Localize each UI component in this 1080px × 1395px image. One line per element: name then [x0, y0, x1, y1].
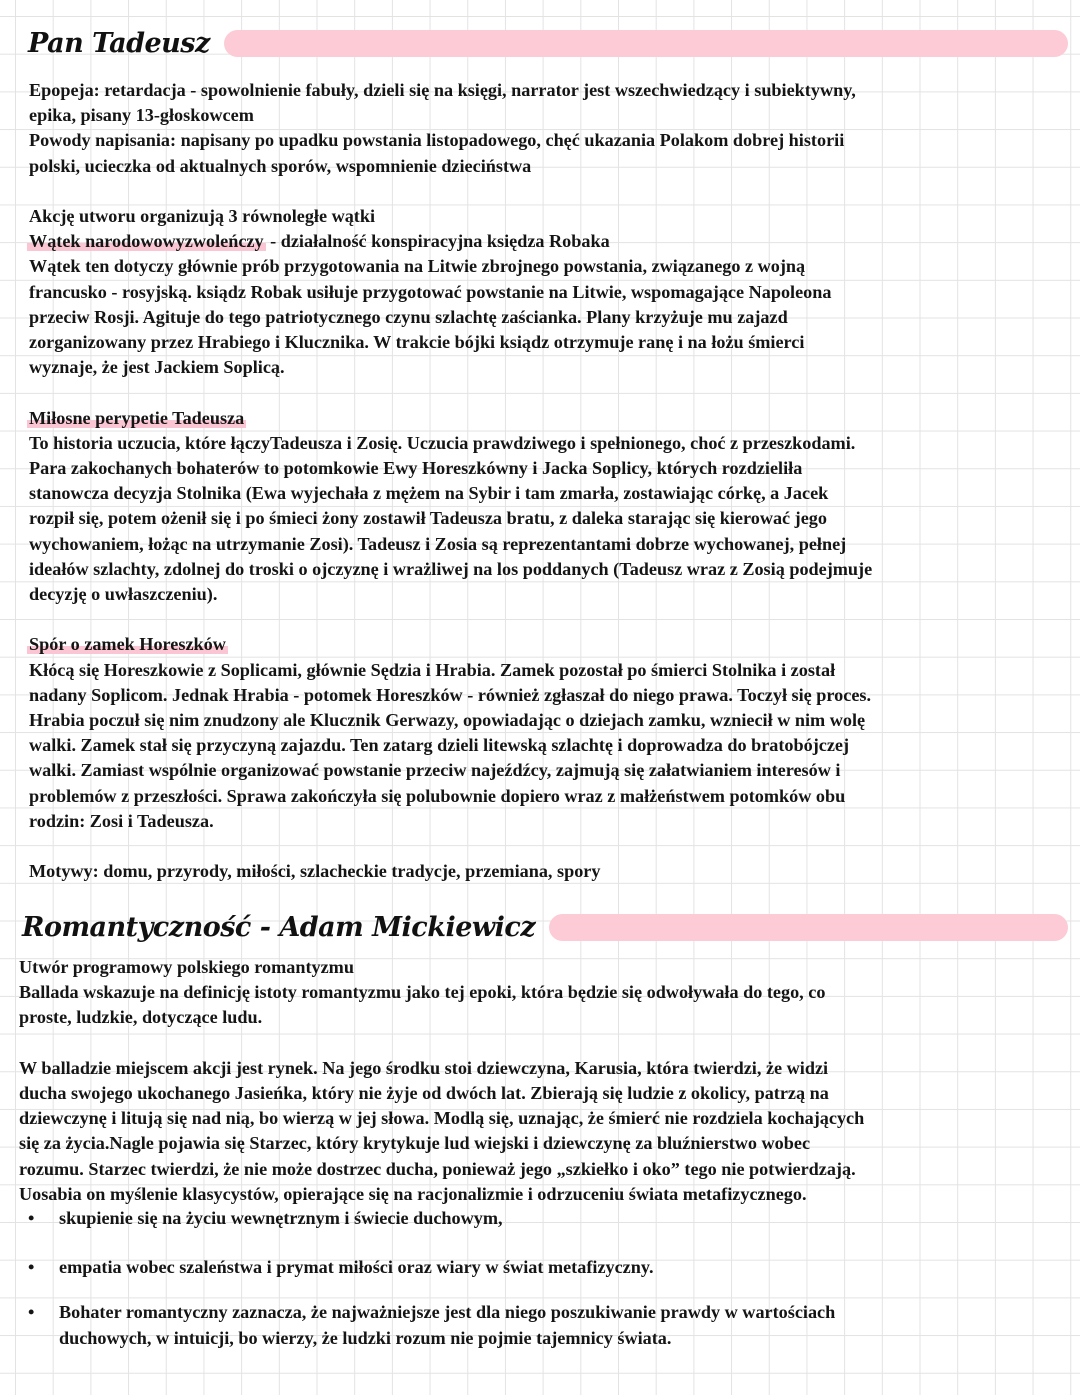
bullet-item	[19, 1300, 1060, 1350]
text-line	[29, 78, 1060, 103]
text-line	[19, 1056, 1060, 1081]
text-line	[29, 406, 1060, 431]
text-line	[29, 733, 1060, 758]
text: wychowaniem, łożąc na utrzymanie Zosi). Tadeusz i Zosia są reprezentantami dobrze wychowanej, pełnej	[29, 533, 847, 554]
text-line	[29, 103, 1060, 128]
heading-highlight-bar	[549, 914, 1068, 941]
text-line	[29, 456, 1060, 481]
text-line	[19, 1106, 1060, 1131]
bullet-text: duchowych, w intuicji, bo wierzy, że ludzki rozum nie pojmie tajemnicy świata.	[59, 1327, 672, 1348]
highlighted-subheading: Wątek narodowowyzwoleńczy	[29, 231, 264, 252]
text: przeciw Rosji. Agituje do tego patriotycznego czynu szlachtę zaścianka. Plany krzyżuje mu zajazd	[29, 306, 788, 327]
section-heading-pan-tadeusz	[28, 28, 1068, 59]
text-line	[29, 229, 1060, 254]
text-line	[29, 708, 1060, 733]
highlighted-subheading: Miłosne perypetie Tadeusza	[29, 407, 245, 428]
text-line	[29, 481, 1060, 506]
text: epika, pisany 13-głoskowcem	[29, 105, 254, 126]
text: Para zakochanych bohaterów to potomkowie Ewy Horeszkówny i Jacka Soplicy, których rozdzieliła	[29, 458, 803, 479]
text-line	[29, 582, 1060, 607]
section-title: Romantyczność - Adam Mickiewicz	[22, 912, 536, 943]
text: W balladzie miejscem akcji jest rynek. Na jego środku stoi dziewczyna, Karusia, która twierdzi, że widzi	[19, 1057, 829, 1078]
text-line	[29, 632, 1060, 657]
text: Epopeja: retardacja - spowolnienie fabuły, dzieli się na księgi, narrator jest wszechwiedzący i subiektywny,	[29, 80, 856, 100]
text: Ballada wskazuje na definicję istoty romantyzmu jako tej epoki, która będzie się odwoływała do tego, co	[19, 982, 826, 1003]
text: Akcję utworu organizują 3 równoległe wątki	[29, 206, 376, 226]
text-line	[29, 280, 1060, 305]
text-line	[29, 834, 1060, 859]
text: decyzję o uwłaszczeniu).	[29, 584, 218, 605]
text: walki. Zamiast wspólnie organizować powstanie przeciw najeźdźcy, zajmują się załatwianiem interesów i	[29, 760, 841, 781]
bullet-text: skupienie się na życiu wewnętrznym i świecie duchowym,	[59, 1208, 503, 1228]
text-line	[19, 1005, 1060, 1030]
text-line	[19, 1031, 1060, 1056]
text: wyznaje, że jest Jackiem Soplicą.	[29, 357, 285, 378]
text: francusko - rosyjską. ksiądz Robak usiłuje przygotować powstanie na Litwie, wspomagające Napoleona	[29, 281, 832, 302]
text: Uosabia on myślenie klasycystów, opierające się na racjonalizmie i odrzuceniu świata metafizycznego.	[19, 1183, 807, 1204]
text: ducha swojego ukochanego Jasieńka, który nie żyje od dwóch lat. Zbierają się ludzie z okolicy, patrzą na	[19, 1083, 829, 1103]
text-line	[29, 557, 1060, 582]
text-line	[29, 380, 1060, 405]
text-line	[29, 330, 1060, 355]
text: zorganizowany przez Hrabiego i Klucznika. W trakcie bójki ksiądz otrzymuje ranę i na łożu śmierci	[29, 332, 805, 353]
text-line	[29, 305, 1060, 330]
text-line	[29, 506, 1060, 531]
text: proste, ludzkie, dotyczące ludu.	[19, 1007, 263, 1028]
text-line	[19, 1081, 1060, 1106]
text-line	[29, 607, 1060, 632]
text-line	[19, 1157, 1060, 1182]
text: ideałów szlachty, zdolnej do troski o ojczyznę i wrażliwej na los poddanych (Tadeusz wraz z Zosią podejmuje	[29, 558, 873, 579]
text: rozumu. Starzec twierdzi, że nie może dostrzec ducha, ponieważ jego „szkiełko i oko” tego nie potwierdzają.	[19, 1158, 856, 1179]
section-body-romantycznosc	[19, 955, 1060, 1207]
text-line	[29, 179, 1060, 204]
section-title: Pan Tadeusz	[28, 28, 210, 59]
text: Wątek ten dotyczy głównie prób przygotowania na Litwie zbrojnego powstania, związanego z wojną	[29, 256, 806, 277]
text-line	[19, 1131, 1060, 1156]
text: walki. Zamek stał się przyczyną zajazdu. Ten zatarg dzieli litewską szlachtę i doprowadza do bratobójczej	[29, 735, 850, 756]
text: Motywy: domu, przyrody, miłości, szlacheckie tradycje, przemiana, spory	[29, 861, 601, 882]
text-line	[29, 809, 1060, 834]
bullet-icon: •	[28, 1257, 35, 1278]
text-line	[29, 859, 1060, 884]
text: Utwór programowy polskiego romantyzmu	[19, 957, 354, 977]
text: dziewczynę i litują się nad nią, bo wierzą w jej słowa. Modlą się, uznając, że śmierć nie rozdziela kochających	[19, 1108, 865, 1129]
bullet-icon: •	[28, 1208, 35, 1228]
text: rodzin: Zosi i Tadeusza.	[29, 810, 214, 831]
bullet-item	[19, 1255, 1060, 1280]
text-line	[19, 1182, 1060, 1207]
text: To historia uczucia, które łączyTadeusza i Zosię. Uczucia prawdziwego i spełnionego, choć z przeszkodami.	[29, 432, 856, 453]
text-line	[29, 355, 1060, 380]
bullet-text: empatia wobec szaleństwa i prymat miłości oraz wiary w świat metafizyczny.	[59, 1257, 654, 1278]
text: - działalność konspiracyjna księdza Robaka	[265, 231, 610, 252]
text-line	[29, 658, 1060, 683]
text: stanowcza decyzja Stolnika (Ewa wyjechała z mężem na Sybir i tam zmarła, zostawiając córkę, a Jacek	[29, 483, 829, 504]
text-line	[29, 204, 1060, 229]
text: Kłócą się Horeszkowie z Soplicami, głównie Sędzia i Hrabia. Zamek pozostał po śmierci Stolnika i został	[29, 659, 836, 680]
bullet-text: Bohater romantyczny zaznacza, że najważniejsze jest dla niego poszukiwanie prawdy w wartościach	[59, 1302, 836, 1323]
text-line	[29, 758, 1060, 783]
bullet-item	[19, 1206, 1060, 1231]
text-line	[29, 128, 1060, 153]
heading-highlight-bar	[224, 30, 1068, 57]
text: Hrabia poczuł się nim znudzony ale Klucznik Gerwazy, opowiadając o dziejach zamku, wzniecił w nim wolę	[29, 710, 866, 731]
text-line	[29, 154, 1060, 179]
text-line	[29, 784, 1060, 809]
bullet-list	[19, 1206, 1060, 1351]
text: nadany Soplicom. Jednak Hrabia - potomek Horeszków - również zgłaszał do niego prawa. Toczył się proces.	[29, 684, 872, 705]
text-line	[29, 532, 1060, 557]
text: problemów z przeszłości. Sprawa zakończyła się polubownie dopiero wraz z małżeństwem potomków obu	[29, 785, 846, 806]
highlighted-subheading: Spór o zamek Horeszków	[29, 634, 226, 655]
section-heading-romantycznosc	[22, 912, 1068, 943]
section-body-pan-tadeusz	[29, 78, 1060, 884]
text: się za życia.Nagle pojawia się Starzec, który krytykuje lud wiejski i dziewczynę za bluźnierstwo wobec	[19, 1133, 811, 1154]
text-line	[29, 431, 1060, 456]
text-line	[29, 683, 1060, 708]
text-line	[19, 980, 1060, 1005]
text: Powody napisania: napisany po upadku powstania listopadowego, chęć ukazania Polakom dobrej historii	[29, 130, 845, 151]
text: rozpił się, potem ożenił się i po śmieci żony zostawił Tadeusza bratu, z daleka starając się kierować jego	[29, 508, 827, 529]
text-line	[19, 955, 1060, 980]
text-line	[29, 254, 1060, 279]
bullet-icon: •	[28, 1302, 35, 1323]
text: polski, ucieczka od aktualnych sporów, wspomnienie dzieciństwa	[29, 155, 532, 176]
